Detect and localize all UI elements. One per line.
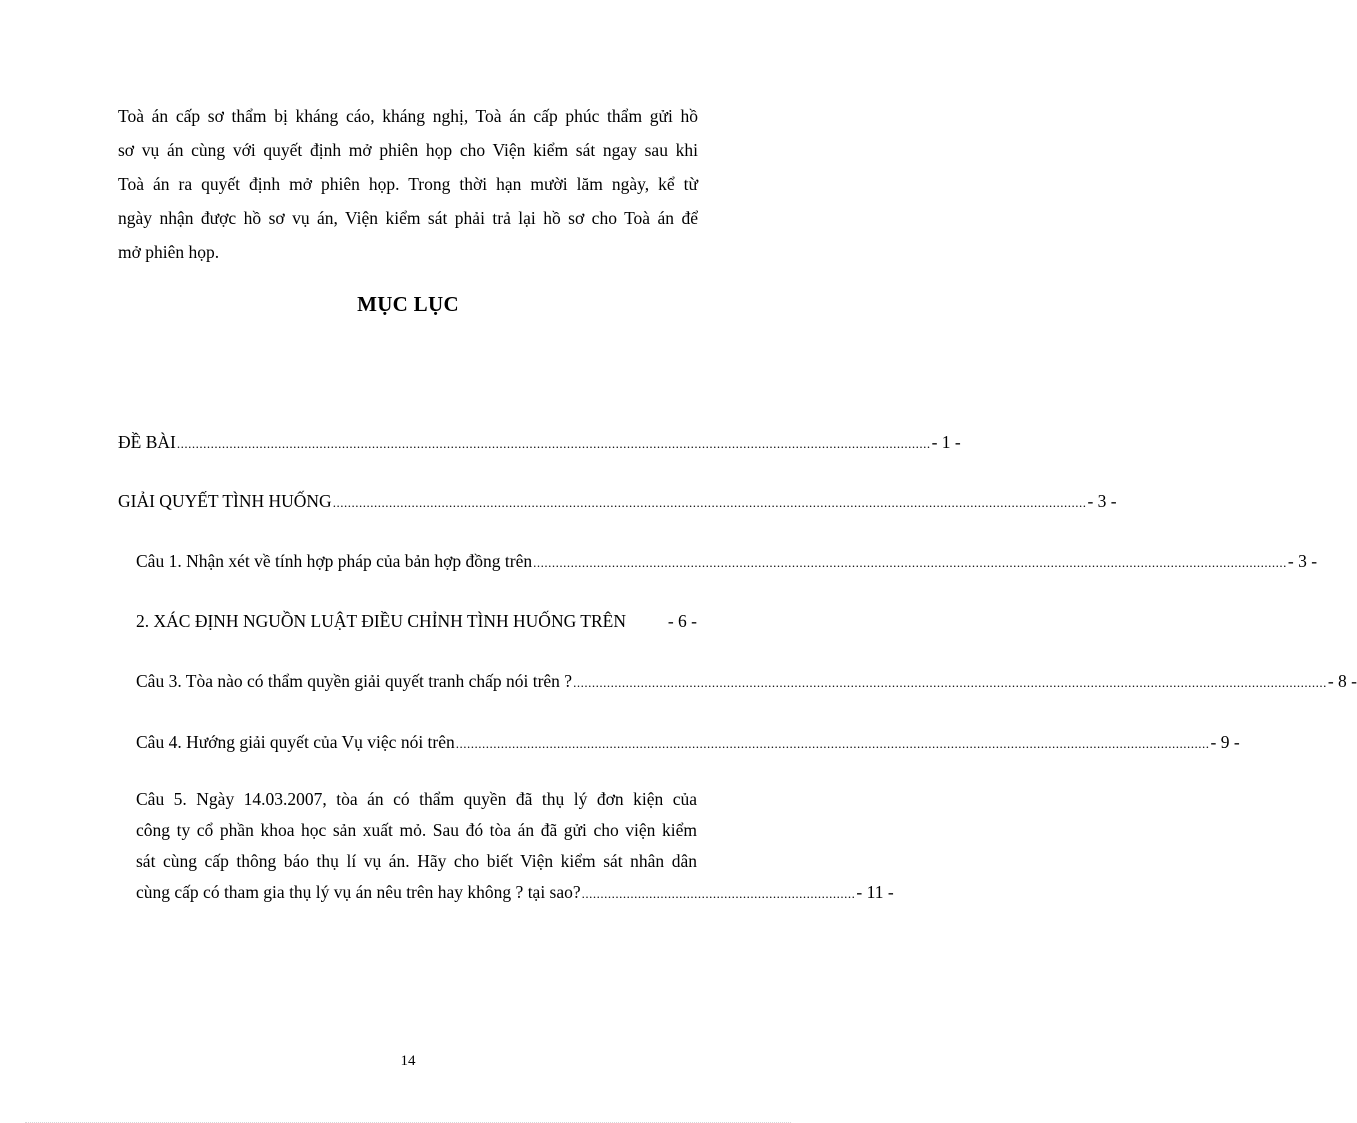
toc-entry-last-line: [136, 877, 894, 909]
toc-leader-dots: .........................................................................................................................................................................................................: [533, 555, 1287, 570]
toc-leader-dots: .........................................................................................................................................................................................................: [455, 736, 1210, 751]
page-number: 14: [400, 1053, 416, 1069]
body-paragraph: [118, 99, 698, 269]
toc-entry-line: sát cùng cấp thông báo thụ lí vụ án. Hãy cho biết Viện kiểm sát nhân dân: [136, 851, 697, 871]
paragraph-line: sơ vụ án cùng với quyết định mở phiên họp cho Viện kiểm sát ngay sau khi: [118, 140, 698, 160]
paragraph-line: Toà án cấp sơ thẩm bị kháng cáo, kháng nghị, Toà án cấp phúc thẩm gửi hồ: [118, 106, 698, 126]
toc-leader-dots: .........................................................................................................................................................................................................: [176, 436, 931, 451]
toc-entry-cau-4[interactable]: [136, 731, 1240, 753]
paragraph-line: mở phiên họp.: [118, 242, 220, 262]
toc-entry-page: - 11 -: [856, 882, 894, 902]
toc-entry-line: Câu 5. Ngày 14.03.2007, tòa án có thẩm quyền đã thụ lý đơn kiện của: [136, 789, 697, 809]
toc-entry-label: Câu 4. Hướng giải quyết của Vụ việc nói trên: [136, 732, 455, 752]
toc-entry-line: công ty cổ phần khoa học sản xuất mỏ. Sau đó tòa án đã gửi cho viện kiểm: [136, 820, 697, 840]
paragraph-line: ngày nhận được hồ sơ vụ án, Viện kiểm sát phải trả lại hồ sơ cho Toà án để: [118, 208, 698, 228]
toc-entry-label: GIẢI QUYẾT TÌNH HUỐNG: [118, 491, 332, 511]
paragraph-line: Toà án ra quyết định mở phiên họp. Trong thời hạn mười lăm ngày, kể từ: [118, 174, 698, 194]
toc-entry-page: - 6 -: [667, 611, 697, 631]
toc-entry-page: - 3 -: [1287, 551, 1318, 571]
toc-leader-dots: .........................................................................................................................................................................................................: [573, 675, 1327, 690]
toc-entry-label: cùng cấp có tham gia thụ lý vụ án nêu trên hay không ? tại sao?: [136, 882, 581, 902]
toc-leader-dots: .........................................................................: [581, 886, 856, 901]
toc-entry-xac-dinh[interactable]: [136, 610, 697, 632]
toc-entry-giai-quyet[interactable]: [118, 490, 1117, 512]
toc-entry-cau-3[interactable]: [136, 670, 1357, 692]
toc-entry-page: - 8 -: [1327, 671, 1357, 691]
toc-entry-cau-5[interactable]: [136, 784, 894, 909]
toc-leader-dots: .........................................................................................................................................................................................................: [332, 495, 1087, 510]
toc-entry-label: 2. XÁC ĐỊNH NGUỒN LUẬT ĐIỀU CHỈNH TÌNH HUỐNG TRÊN: [136, 611, 626, 631]
toc-entry-label: Câu 1. Nhận xét về tính hợp pháp của bản hợp đồng trên: [136, 551, 533, 571]
toc-entry-page: - 9 -: [1210, 732, 1240, 752]
toc-entry-page: - 3 -: [1087, 491, 1117, 511]
toc-entry-label: Câu 3. Tòa nào có thẩm quyền giải quyết tranh chấp nói trên ?: [136, 671, 573, 691]
toc-entry-cau-1[interactable]: [136, 550, 1318, 572]
toc-entry-label: ĐỀ BÀI: [118, 432, 176, 452]
toc-entry-de-bai[interactable]: [118, 431, 961, 453]
toc-title: MỤC LỤC: [357, 292, 459, 316]
toc-entry-page: - 1 -: [931, 432, 961, 452]
